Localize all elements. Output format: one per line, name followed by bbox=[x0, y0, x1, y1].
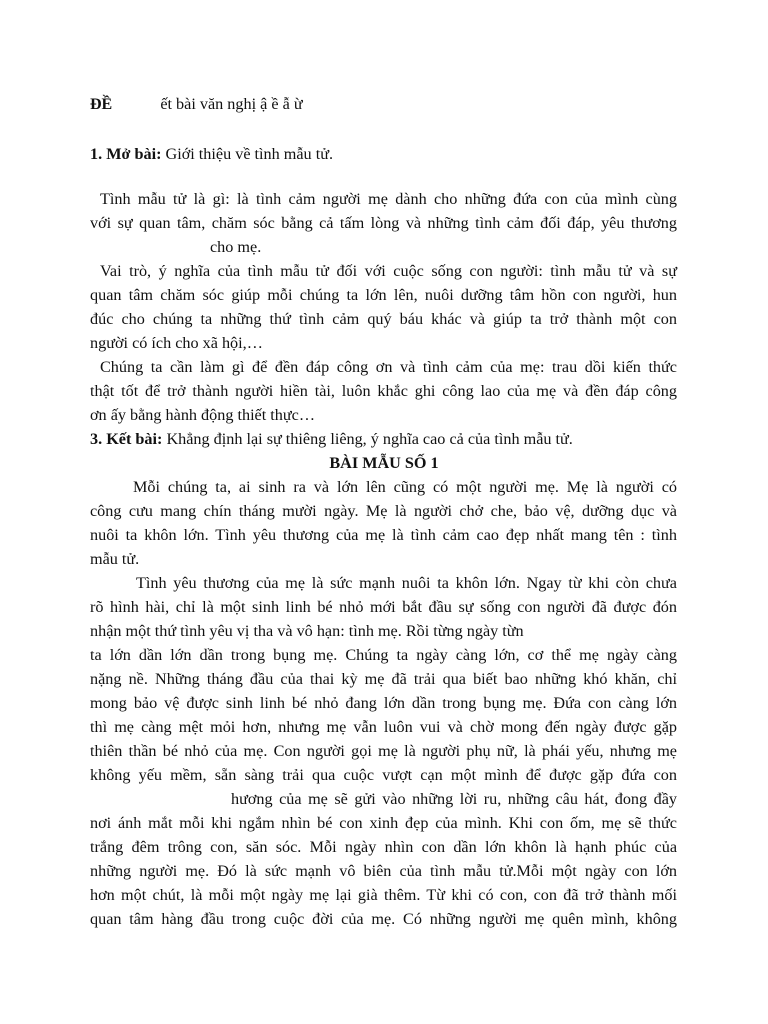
sample-line: thiên thần bé nhỏ của mẹ. Con người gọi mẹ là người phụ nữ, là phái yếu, nhưng mẹ bbox=[90, 742, 677, 760]
section-1 bbox=[90, 144, 333, 164]
sample-line: không yếu mềm, sẵn sàng trải qua cuộc vượt cạn một mình để được gặp đứa con bbox=[90, 766, 677, 784]
body-line: Chúng ta cần làm gì để đền đáp công ơn và tình cảm của mẹ: trau dồi kiến thức bbox=[100, 358, 677, 376]
sample-line: Tình yêu thương của mẹ là sức mạnh nuôi ta khôn lớn. Ngay từ khi còn chưa bbox=[136, 574, 677, 592]
body-line: với sự quan tâm, chăm sóc bằng cả tấm lòng và những tình cảm đối đáp, yêu thương bbox=[90, 214, 677, 232]
sample-line: trắng đêm trông con, săn sóc. Mỗi ngày nhìn con dần lớn khôn là hạnh phúc của bbox=[90, 838, 677, 856]
sample-line: rõ hình hài, chỉ là một sinh linh bé nhỏ mới bắt đầu sự sống con người đã được đón bbox=[90, 598, 677, 616]
sample-line: nặng nề. Những tháng đầu của thai kỳ mẹ đã trải qua biết bao những khó khăn, chỉ bbox=[90, 670, 677, 688]
sample-title: BÀI MẪU SỐ 1 bbox=[329, 454, 439, 472]
section-1-text: Giới thiệu về tình mẫu tử. bbox=[161, 145, 334, 163]
section-3-heading: 3. Kết bài: bbox=[90, 430, 163, 448]
section-3-text: Khẳng định lại sự thiêng liêng, ý nghĩa cao cả của tình mẫu tử. bbox=[162, 430, 573, 448]
section-3 bbox=[90, 429, 573, 449]
body-line: quan tâm chăm sóc giúp mỗi chúng ta lớn lên, nuôi dưỡng tâm hồn con người, hun bbox=[90, 286, 677, 304]
body-line: đúc cho chúng ta những thứ tình cảm quý báu khác và giúp ta trở thành một con bbox=[90, 310, 677, 328]
sample-line: quan tâm hàng đầu trong cuộc đời của mẹ. Có những người mẹ quên mình, không bbox=[90, 910, 677, 928]
sample-line: thì mẹ càng mệt mỏi hơn, nhưng mẹ vẫn luôn vui và chờ mong đến ngày được gặp bbox=[90, 718, 677, 736]
body-line: cho mẹ. bbox=[210, 238, 262, 256]
title-label: ĐỀ bbox=[90, 96, 113, 113]
sample-line: ta lớn dần lớn dần trong bụng mẹ. Chúng ta ngày càng lớn, cơ thể mẹ ngày càng bbox=[90, 646, 677, 664]
body-line: ơn ấy bằng hành động thiết thực… bbox=[90, 406, 316, 424]
title-text: ết bài văn nghị ậ ề ẫ ừ bbox=[160, 95, 303, 113]
essay-title bbox=[90, 94, 303, 115]
sample-line: những người mẹ. Đó là sức mạnh vô biên của tình mẫu tử.Mỗi một ngày con lớn bbox=[90, 862, 677, 880]
body-line: người có ích cho xã hội,… bbox=[90, 334, 263, 352]
sample-line: hơn một chút, là mỗi một ngày mẹ lại già thêm. Từ khi có con, con đã trở thành mối bbox=[90, 886, 677, 904]
sample-line: hương của mẹ sẽ gửi vào những lời ru, những câu hát, đong đầy bbox=[231, 790, 677, 808]
body-line: Tình mẫu tử là gì: là tình cảm người mẹ dành cho những đứa con của mình cùng bbox=[100, 190, 677, 208]
sample-line: nhận một thứ tình yêu vị tha và vô hạn: tình mẹ. Rồi từng ngày từn bbox=[90, 622, 524, 640]
body-line: thật tốt để trở thành người hiền tài, luôn khắc ghi công lao của mẹ và đền đáp công bbox=[90, 382, 677, 400]
sample-line: mẫu tử. bbox=[90, 550, 140, 568]
sample-line: công cưu mang chín tháng mười ngày. Mẹ là người chở che, bảo vệ, dưỡng dục và bbox=[90, 502, 677, 520]
sample-line: nơi ánh mắt mỗi khi ngắm nhìn bé con xinh đẹp của mình. Khi con ốm, mẹ sẽ thức bbox=[90, 814, 677, 832]
sample-line: nuôi ta khôn lớn. Tình yêu thương của mẹ là tình cảm cao đẹp nhất mang tên : tình bbox=[90, 526, 677, 544]
sample-line: Mỗi chúng ta, ai sinh ra và lớn lên cũng có một người mẹ. Mẹ là người có bbox=[133, 478, 677, 496]
section-1-heading: 1. Mở bài: bbox=[90, 145, 162, 163]
body-line: Vai trò, ý nghĩa của tình mẫu tử đối với cuộc sống con người: tình mẫu tử và sự bbox=[100, 262, 677, 280]
sample-line: mong bảo vệ được sinh linh bé nhỏ đang lớn dần trong bụng mẹ. Đứa con càng lớn bbox=[90, 694, 677, 712]
